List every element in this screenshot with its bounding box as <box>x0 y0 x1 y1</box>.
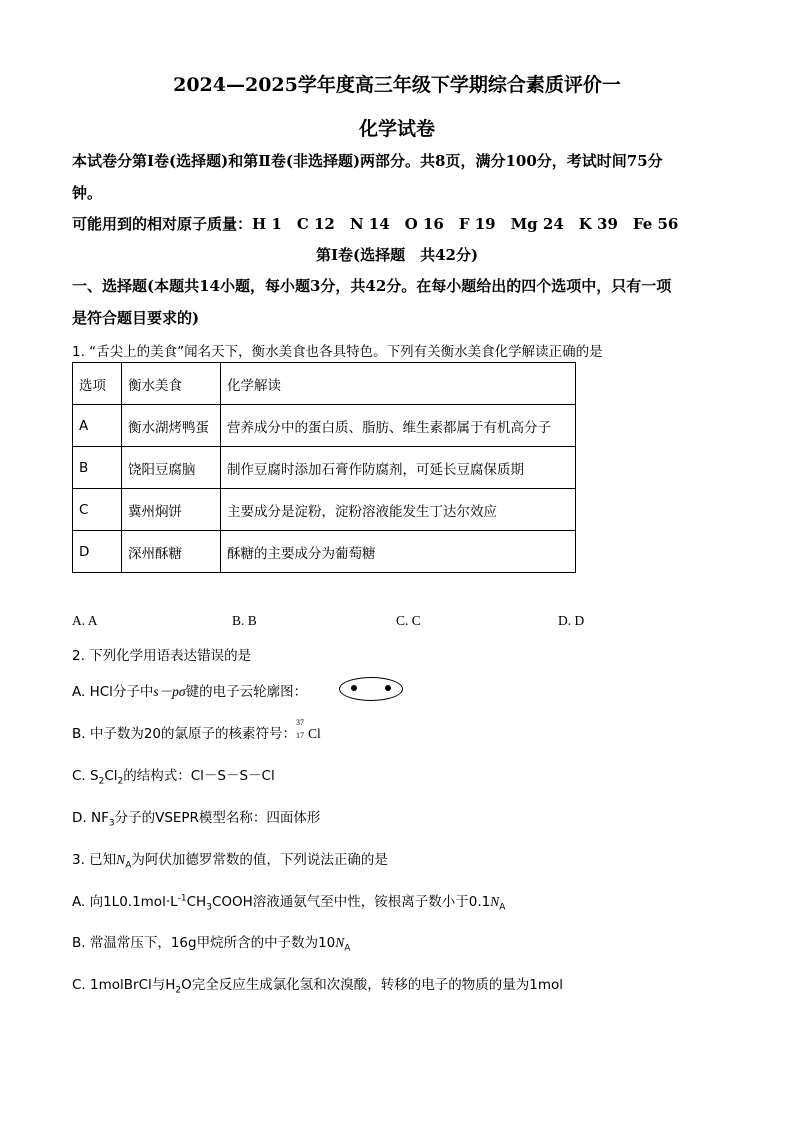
element-symbol: Cl <box>308 726 321 741</box>
nucleus-dot <box>385 685 391 691</box>
nuclide-script <box>296 718 308 740</box>
avogadro-symbol: N <box>335 935 345 950</box>
subscript: 2 <box>98 776 105 787</box>
avogadro-symbol: N <box>490 894 500 909</box>
intro-line-2: 钟。 <box>72 184 103 202</box>
table-header: 衡水美食 <box>122 363 221 405</box>
q2-b-text: B. 中子数为20的氯原子的核素符号： <box>72 726 297 742</box>
q3-stem-suffix: 为阿伏加德罗常数的值，下列说法正确的是 <box>131 852 388 868</box>
subscript: A <box>344 943 351 954</box>
table-header: 化学解读 <box>221 363 576 405</box>
table-header: 选项 <box>73 363 122 405</box>
electron-cloud-diagram <box>339 677 403 701</box>
table-cell: 制作豆腐时添加石膏作防腐剂，可延长豆腐保质期 <box>221 447 576 489</box>
q3-option-c <box>72 973 563 996</box>
table-cell: 营养成分中的蛋白质、脂肪、维生素都属于有机高分子 <box>221 405 576 447</box>
table-row <box>73 489 576 531</box>
table-row <box>73 531 576 573</box>
subscript: 2 <box>175 985 182 996</box>
question-1-table <box>72 362 576 573</box>
table-cell: 酥糖的主要成分为葡萄糖 <box>221 531 576 573</box>
nucleus-dot <box>351 685 357 691</box>
q3-c-prefix: C. 1molBrCl与H <box>72 977 176 993</box>
subscript: 3 <box>206 902 212 913</box>
question-2-stem: 2. 下列化学用语表达错误的是 <box>72 648 252 664</box>
atomic-number: 17 <box>296 731 305 740</box>
q3-b-prefix: B. 常温常压下，16g甲烷所含的中子数为10 <box>72 935 336 951</box>
table-row <box>73 447 576 489</box>
q2-option-d <box>72 806 320 829</box>
q1-option-c: C. C <box>396 613 421 628</box>
section-heading-1: 一、选择题(本题共14小题，每小题3分，共42分。在每小题给出的四个选项中，只有一项 <box>72 277 672 295</box>
table-cell: 冀州焖饼 <box>122 489 221 531</box>
q3-a-prefix: A. 向1L0.1mol·L <box>72 894 178 910</box>
q2-d-suffix: 分子的VSEPR模型名称：四面体形 <box>114 810 321 826</box>
avogadro-symbol: N <box>116 852 126 867</box>
table-cell: 深州酥糖 <box>122 531 221 573</box>
q3-a-suffix: COOH溶液通氨气至中性，铵根离子数小于0.1 <box>211 894 491 910</box>
subscript: A <box>499 902 506 913</box>
exam-subtitle: 化学试卷 <box>358 118 435 140</box>
table-cell: B <box>73 447 122 489</box>
q3-a-mid: CH <box>186 894 207 910</box>
q2-c-mid: Cl <box>104 768 118 784</box>
table-cell: 主要成分是淀粉，淀粉溶液能发生丁达尔效应 <box>221 489 576 531</box>
q2-c-prefix: C. S <box>72 768 99 784</box>
q2-a-suffix: 键的电子云轮廓图： <box>185 684 308 700</box>
subscript: 3 <box>108 818 115 829</box>
q2-option-b <box>72 718 321 742</box>
q1-option-d: D. D <box>558 613 585 628</box>
table-cell: 衡水湖烤鸭蛋 <box>122 405 221 447</box>
subscript: A <box>125 860 132 871</box>
table-header-row <box>73 363 576 405</box>
atomic-masses: 可能用到的相对原子质量：H 1 C 12 N 14 O 16 F 19 Mg 24 K 39 Fe 56 <box>72 215 679 233</box>
q2-a-orbital: s－pσ <box>153 684 186 699</box>
q1-option-a: A. A <box>72 613 98 628</box>
q3-stem-prefix: 3. 已知 <box>72 852 117 868</box>
mass-number: 37 <box>296 718 305 727</box>
table-cell: D <box>73 531 122 573</box>
q2-d-prefix: D. NF <box>72 810 109 826</box>
section-title: 第Ⅰ卷(选择题 共42分) <box>315 246 479 264</box>
question-1-stem: 1. “舌尖上的美食”闻名天下，衡水美食也各具特色。下列有关衡水美食化学解读正确的是 <box>72 344 603 360</box>
q3-c-suffix: O完全反应生成氯化氢和次溴酸，转移的电子的物质的量为1mol <box>181 977 564 993</box>
q2-c-suffix: 的结构式：Cl－S－S－Cl <box>123 768 275 784</box>
q3-option-b <box>72 931 350 954</box>
intro-line-1: 本试卷分第Ⅰ卷(选择题)和第Ⅱ卷(非选择题)两部分。共8页，满分100分，考试时间75分 <box>72 152 663 170</box>
table-row <box>73 405 576 447</box>
subscript: 2 <box>117 776 124 787</box>
question-3-stem <box>72 848 388 871</box>
superscript: -1 <box>177 893 187 904</box>
q2-a-prefix: A. HCl分子中 <box>72 684 154 700</box>
section-heading-2: 是符合题目要求的) <box>72 309 200 327</box>
q1-option-b: B. B <box>232 613 257 628</box>
table-cell: C <box>73 489 122 531</box>
q2-option-a <box>72 680 307 700</box>
exam-title: 2024—2025学年度高三年级下学期综合素质评价一 <box>173 74 621 96</box>
table-cell: 饶阳豆腐脑 <box>122 447 221 489</box>
table-cell: A <box>73 405 122 447</box>
q2-option-c <box>72 764 275 787</box>
q3-option-a <box>72 890 505 913</box>
